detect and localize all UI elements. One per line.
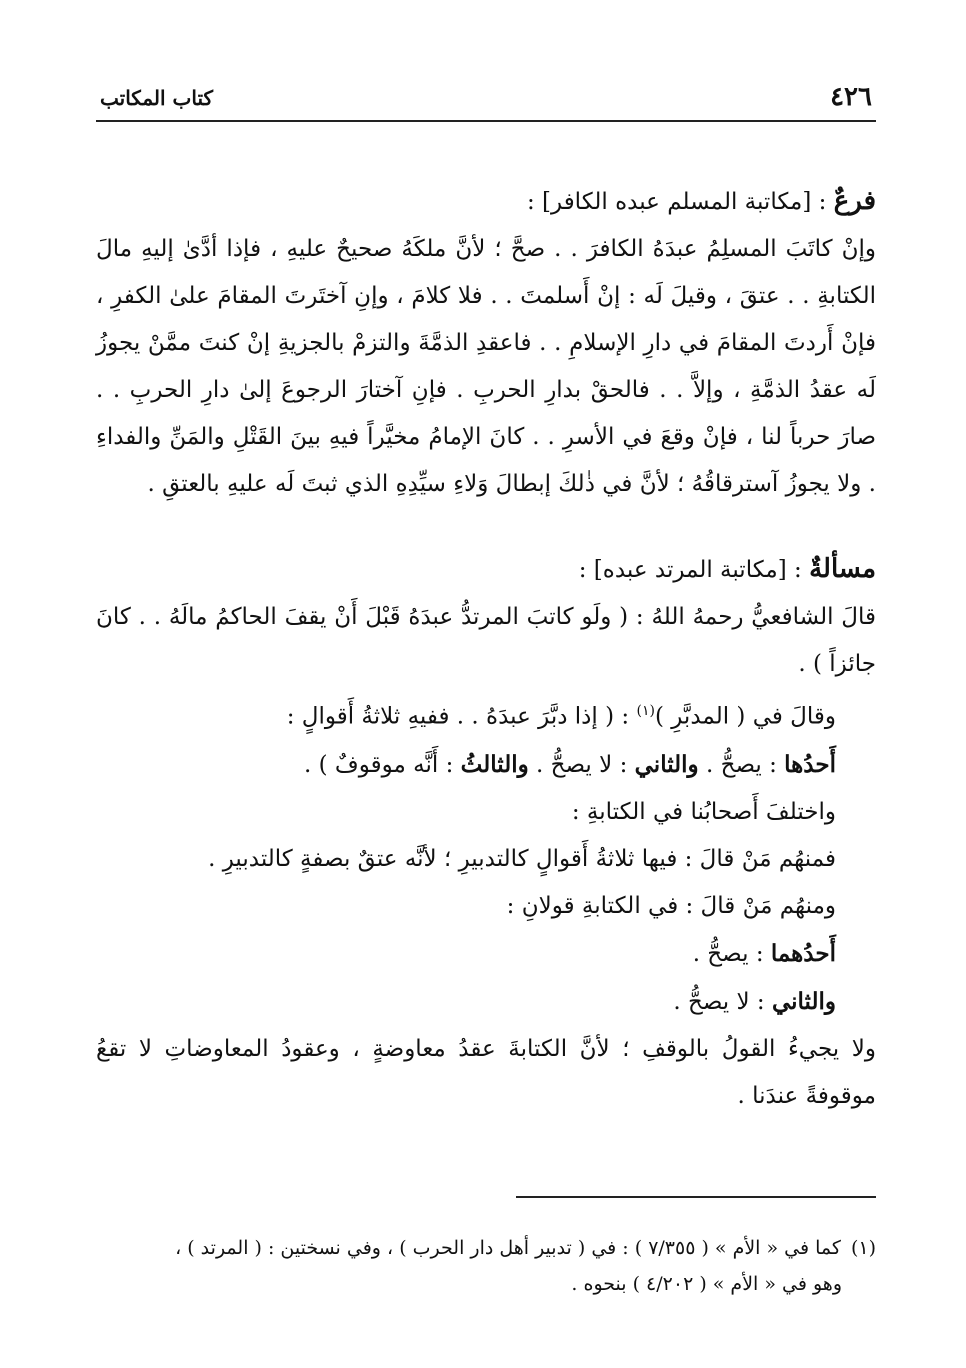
body-paragraph: وإنْ كاتَبَ المسلِمُ عبدَهُ الكافرَ . . صحَّ ؛ لأنَّ ملكَهُ صحيحٌ عليهِ ، فإذا أدَّىٰ إليهِ مالَ الكتابةِ . . عتقَ ، وقيلَ لَه : إنْ أَسلمتَ . . فلا كلامَ ، وإنِ آختَرتَ المقامَ علىٰ الكفرِ ، فإنْ أَردتَ المقامَ في دارِ الإسلامِ . . فاعقدِ الذمَّةَ والتزمْ بالجزيةِ إنْ كنتَ ممَّنْ يجوزُ لَه عقدُ الذمَّةِ ، وإلاَّ . . فالحقْ بدارِ الحربِ . فإنِ آختارَ الرجوعَ إلىٰ دارِ الحربِ . . صارَ حرباً لنا ، فإنْ وقعَ في الأسرِ . . كانَ الإمامُ مخيَّراً فيهِ بينَ القَتْلِ والمَنِّ والفداءِ . ولا يجوزُ آسترقاقُهُ ؛ لأنَّ في ذٰلكَ إبطالَ وَلاءِ سيِّدِهِ الذي ثبتَ لَه عليهِ بالعتقِ . — [96, 236, 876, 497]
footnote-text: كما في « الأم » ( ٧/٣٥٥ ) : في ( تدبير أهل دار الحرب ) ، وفي نسختين : ( المرتد ) ، — [175, 1237, 841, 1259]
bold-term: والثاني — [634, 750, 699, 778]
body-line: ومنهُم مَنْ قالَ : في الكتابةِ قولانِ : — [506, 892, 836, 919]
text-span: : لا يصحُّ . — [673, 988, 772, 1015]
body-line — [96, 978, 876, 1026]
footnote-text: وهو في « الأم » ( ٤/٢٠٢ ) بنحوه . — [571, 1273, 842, 1295]
quote-paragraph: قالَ الشافعيُّ رحمهُ اللهُ : ( ولَو كاتبَ المرتدُّ عبدَهُ قَبْلَ أَنْ يقفَ الحاكمُ مالَهُ . . كانَ جائزاً ) . — [96, 604, 876, 677]
text-span: : لا يصحُّ . — [528, 751, 635, 778]
body-line: فمنهُم مَنْ قالَ : فيها ثلاثةُ أَقوالٍ كالتدبيرِ ؛ لأنَّه عتقٌ بصفةٍ كالتدبيرِ . — [208, 845, 836, 872]
footnote-marker[interactable]: (١) — [636, 703, 655, 719]
text-span: : ( إذا دبَّرَ عبدَهُ . . ففيهِ ثلاثةُ أَقوالٍ : — [286, 703, 637, 730]
page-number: ٤٢٦ — [830, 82, 872, 112]
footnote-number: (١) — [850, 1237, 876, 1259]
footnotes — [96, 1230, 876, 1302]
section-heading-masala — [96, 546, 876, 594]
section-title: : [مكاتبة المرتد عبده] : — [578, 557, 802, 583]
text-span: وقالَ في ( المدبَّرِ ) — [654, 703, 836, 730]
footnote-line — [96, 1266, 876, 1302]
section-label: فرعٌ — [833, 186, 876, 216]
section-heading-far — [96, 178, 876, 226]
footnote-line — [96, 1230, 876, 1266]
text-span: : أَنَّه موقوفٌ ) . — [304, 751, 461, 778]
body-line — [96, 930, 876, 978]
footnote-separator — [516, 1196, 876, 1198]
bold-term: والثالثُ — [460, 750, 529, 778]
bold-term: والثاني — [771, 987, 836, 1015]
body-line — [96, 688, 876, 741]
section-label: مسألةٌ — [809, 554, 876, 584]
text-span: : يصحُّ . — [692, 940, 771, 967]
page-header — [96, 80, 876, 122]
page-body — [96, 178, 876, 1120]
bold-term: أَحدُهما — [770, 939, 836, 967]
text-span: : يصحُّ . — [698, 751, 785, 778]
body-line — [96, 741, 876, 789]
body-paragraph: ولا يجيءُ القولُ بالوقفِ ؛ لأنَّ الكتابةَ عقدُ معاوضةٍ ، وعقودُ المعاوضاتِ لا تقعُ موقوفةً عندَنا . — [96, 1035, 876, 1109]
body-line: واختلفَ أَصحابُنا في الكتابةِ : — [571, 798, 836, 825]
bold-term: أَحدُها — [784, 750, 836, 778]
running-title: كتاب المكاتب — [100, 86, 213, 110]
section-title: : [مكاتبة المسلم عبده الكافر] : — [526, 189, 827, 215]
